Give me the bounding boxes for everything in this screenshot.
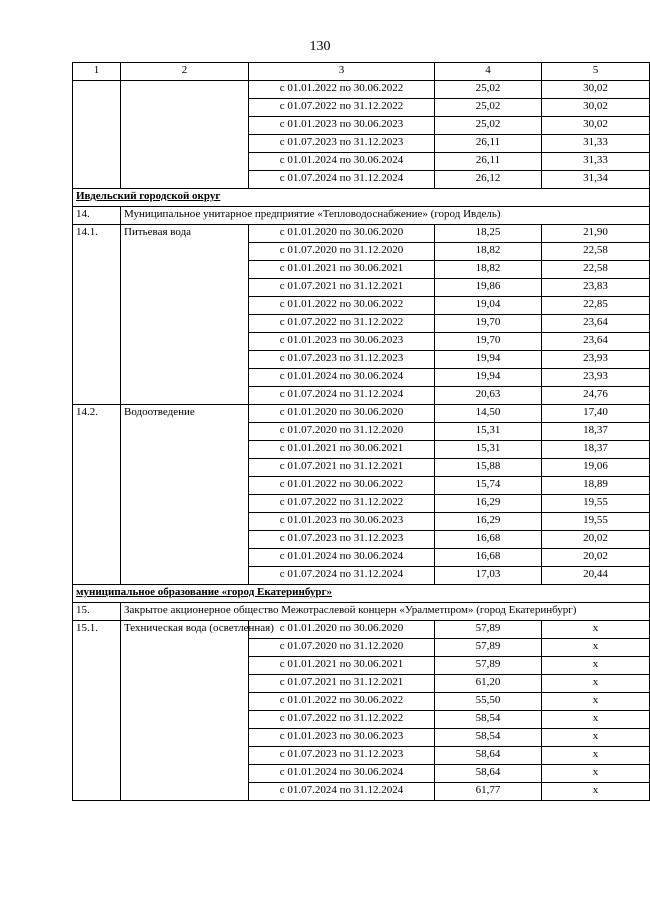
value-col-4: 19,70 <box>435 315 542 333</box>
period-cell: с 01.01.2023 по 30.06.2023 <box>249 513 435 531</box>
value-col-4: 26,11 <box>435 135 542 153</box>
service-name: Питьевая вода <box>121 225 249 405</box>
section-title: Ивдельский городской округ <box>73 189 650 207</box>
period-cell: с 01.07.2024 по 31.12.2024 <box>249 783 435 801</box>
value-col-4: 58,64 <box>435 765 542 783</box>
value-col-4: 15,74 <box>435 477 542 495</box>
page-number: 130 <box>309 39 331 54</box>
header-row <box>73 63 650 81</box>
period-cell: с 01.01.2022 по 30.06.2022 <box>249 693 435 711</box>
period-cell: с 01.01.2021 по 30.06.2021 <box>249 657 435 675</box>
table-row <box>73 405 650 423</box>
organization-row <box>73 603 650 621</box>
period-cell: с 01.07.2021 по 31.12.2021 <box>249 675 435 693</box>
value-col-5: х <box>542 747 650 765</box>
table-row <box>73 225 650 243</box>
value-col-5: 18,37 <box>542 441 650 459</box>
header-col-3: 3 <box>249 63 435 81</box>
service-number <box>73 81 121 189</box>
value-col-4: 15,31 <box>435 441 542 459</box>
value-col-5: х <box>542 729 650 747</box>
service-number: 14.2. <box>73 405 121 585</box>
period-cell: с 01.07.2024 по 31.12.2024 <box>249 171 435 189</box>
value-col-4: 25,02 <box>435 99 542 117</box>
period-cell: с 01.07.2022 по 31.12.2022 <box>249 711 435 729</box>
value-col-4: 16,29 <box>435 495 542 513</box>
value-col-4: 19,04 <box>435 297 542 315</box>
value-col-5: 18,89 <box>542 477 650 495</box>
value-col-4: 57,89 <box>435 657 542 675</box>
period-cell: с 01.01.2023 по 30.06.2023 <box>249 333 435 351</box>
value-col-5: х <box>542 639 650 657</box>
table-row <box>73 621 650 639</box>
value-col-5: 23,83 <box>542 279 650 297</box>
header-col-5: 5 <box>542 63 650 81</box>
value-col-4: 61,20 <box>435 675 542 693</box>
tariff-table <box>72 62 650 801</box>
period-cell: с 01.07.2023 по 31.12.2023 <box>249 135 435 153</box>
value-col-4: 15,88 <box>435 459 542 477</box>
organization-name: Муниципальное унитарное предприятие «Тепловодоснабжение» (город Ивдель) <box>121 207 650 225</box>
organization-number: 14. <box>73 207 121 225</box>
value-col-5: 20,02 <box>542 531 650 549</box>
value-col-5: х <box>542 711 650 729</box>
period-cell: с 01.07.2020 по 31.12.2020 <box>249 423 435 441</box>
value-col-5: 30,02 <box>542 99 650 117</box>
period-cell: с 01.01.2024 по 30.06.2024 <box>249 369 435 387</box>
period-cell: с 01.01.2022 по 30.06.2022 <box>249 297 435 315</box>
value-col-5: х <box>542 657 650 675</box>
value-col-5: х <box>542 693 650 711</box>
value-col-5: 17,40 <box>542 405 650 423</box>
value-col-4: 16,68 <box>435 531 542 549</box>
period-cell: с 01.01.2023 по 30.06.2023 <box>249 729 435 747</box>
period-cell: с 01.07.2024 по 31.12.2024 <box>249 387 435 405</box>
period-cell: с 01.01.2023 по 30.06.2023 <box>249 117 435 135</box>
period-cell: с 01.01.2021 по 30.06.2021 <box>249 441 435 459</box>
value-col-5: 24,76 <box>542 387 650 405</box>
service-number: 15.1. <box>73 621 121 801</box>
value-col-4: 26,12 <box>435 171 542 189</box>
table-row <box>73 81 650 99</box>
period-cell: с 01.01.2020 по 30.06.2020 <box>249 621 435 639</box>
value-col-4: 25,02 <box>435 81 542 99</box>
period-cell: с 01.01.2024 по 30.06.2024 <box>249 153 435 171</box>
organization-name: Закрытое акционерное общество Межотраслевой концерн «Уралметпром» (город Екатеринбург) <box>121 603 650 621</box>
value-col-4: 15,31 <box>435 423 542 441</box>
value-col-5: 19,55 <box>542 495 650 513</box>
value-col-5: 23,64 <box>542 315 650 333</box>
value-col-4: 14,50 <box>435 405 542 423</box>
value-col-4: 16,29 <box>435 513 542 531</box>
value-col-4: 26,11 <box>435 153 542 171</box>
service-name <box>121 81 249 189</box>
value-col-4: 18,82 <box>435 243 542 261</box>
period-cell: с 01.01.2020 по 30.06.2020 <box>249 225 435 243</box>
value-col-4: 25,02 <box>435 117 542 135</box>
value-col-4: 58,54 <box>435 711 542 729</box>
period-cell: с 01.01.2022 по 30.06.2022 <box>249 477 435 495</box>
section-title: муниципальное образование «город Екатеринбург» <box>73 585 650 603</box>
period-cell: с 01.07.2022 по 31.12.2022 <box>249 315 435 333</box>
value-col-4: 19,70 <box>435 333 542 351</box>
period-cell: с 01.07.2023 по 31.12.2023 <box>249 747 435 765</box>
service-name: Техническая вода (осветленная) <box>121 621 249 801</box>
period-cell: с 01.01.2021 по 30.06.2021 <box>249 261 435 279</box>
period-cell: с 01.01.2024 по 30.06.2024 <box>249 549 435 567</box>
value-col-4: 57,89 <box>435 639 542 657</box>
tariff-table-body <box>73 63 650 801</box>
organization-number: 15. <box>73 603 121 621</box>
value-col-4: 20,63 <box>435 387 542 405</box>
period-cell: с 01.07.2020 по 31.12.2020 <box>249 243 435 261</box>
section-row <box>73 189 650 207</box>
value-col-4: 19,94 <box>435 369 542 387</box>
value-col-5: 31,33 <box>542 135 650 153</box>
value-col-5: 30,02 <box>542 81 650 99</box>
value-col-5: 23,93 <box>542 351 650 369</box>
value-col-4: 58,64 <box>435 747 542 765</box>
service-number: 14.1. <box>73 225 121 405</box>
period-cell: с 01.07.2023 по 31.12.2023 <box>249 531 435 549</box>
period-cell: с 01.01.2024 по 30.06.2024 <box>249 765 435 783</box>
period-cell: с 01.07.2020 по 31.12.2020 <box>249 639 435 657</box>
value-col-5: 21,90 <box>542 225 650 243</box>
section-row <box>73 585 650 603</box>
value-col-5: 22,58 <box>542 243 650 261</box>
value-col-5: 20,44 <box>542 567 650 585</box>
value-col-4: 18,82 <box>435 261 542 279</box>
value-col-4: 61,77 <box>435 783 542 801</box>
value-col-4: 55,50 <box>435 693 542 711</box>
value-col-5: 23,93 <box>542 369 650 387</box>
period-cell: с 01.01.2022 по 30.06.2022 <box>249 81 435 99</box>
period-cell: с 01.07.2022 по 31.12.2022 <box>249 99 435 117</box>
value-col-4: 17,03 <box>435 567 542 585</box>
header-col-2: 2 <box>121 63 249 81</box>
period-cell: с 01.07.2024 по 31.12.2024 <box>249 567 435 585</box>
value-col-5: 22,58 <box>542 261 650 279</box>
value-col-4: 19,86 <box>435 279 542 297</box>
period-cell: с 01.07.2021 по 31.12.2021 <box>249 279 435 297</box>
value-col-5: х <box>542 783 650 801</box>
value-col-4: 16,68 <box>435 549 542 567</box>
value-col-4: 57,89 <box>435 621 542 639</box>
value-col-5: 18,37 <box>542 423 650 441</box>
value-col-4: 19,94 <box>435 351 542 369</box>
header-col-4: 4 <box>435 63 542 81</box>
value-col-5: 30,02 <box>542 117 650 135</box>
period-cell: с 01.07.2022 по 31.12.2022 <box>249 495 435 513</box>
value-col-4: 18,25 <box>435 225 542 243</box>
value-col-5: 19,06 <box>542 459 650 477</box>
period-cell: с 01.07.2023 по 31.12.2023 <box>249 351 435 369</box>
value-col-5: 31,34 <box>542 171 650 189</box>
value-col-5: 31,33 <box>542 153 650 171</box>
value-col-5: 23,64 <box>542 333 650 351</box>
organization-row <box>73 207 650 225</box>
period-cell: с 01.01.2020 по 30.06.2020 <box>249 405 435 423</box>
value-col-5: 22,85 <box>542 297 650 315</box>
value-col-5: х <box>542 765 650 783</box>
period-cell: с 01.07.2021 по 31.12.2021 <box>249 459 435 477</box>
service-name: Водоотведение <box>121 405 249 585</box>
value-col-5: 20,02 <box>542 549 650 567</box>
value-col-5: х <box>542 621 650 639</box>
value-col-5: 19,55 <box>542 513 650 531</box>
value-col-5: х <box>542 675 650 693</box>
value-col-4: 58,54 <box>435 729 542 747</box>
header-col-1: 1 <box>73 63 121 81</box>
